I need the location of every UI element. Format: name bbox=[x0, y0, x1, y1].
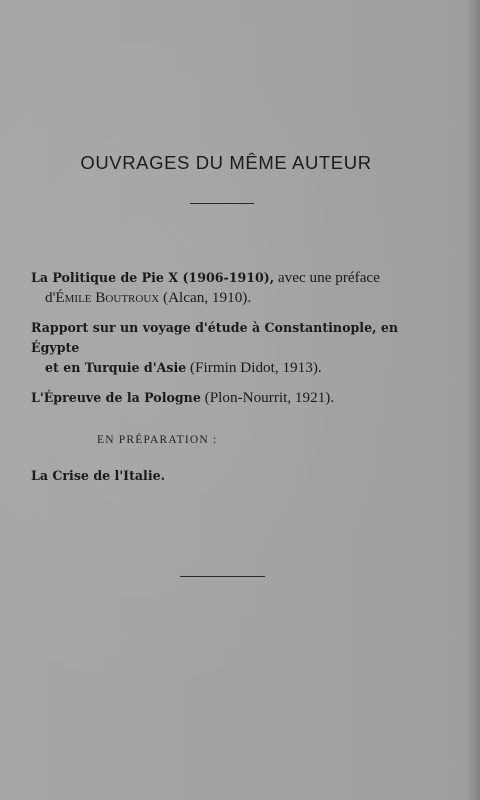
heading-rule bbox=[190, 203, 254, 204]
work-continuation bbox=[31, 288, 419, 308]
work-title: Rapport sur un voyage d'étude à Constantinople, en Égypte bbox=[31, 320, 399, 355]
preface-author: Émile Boutroux bbox=[55, 289, 160, 306]
page-edge-shadow bbox=[466, 0, 480, 800]
work-title: et en Turquie d'Asie bbox=[45, 360, 187, 375]
works-list bbox=[31, 268, 419, 418]
in-preparation-item: La Crise de l'Italie. bbox=[31, 468, 166, 483]
work-publisher: (Firmin Didot, 1913). bbox=[186, 359, 322, 376]
work-publisher: (Plon-Nourrit, 1921). bbox=[200, 389, 335, 406]
work-entry-epreuve bbox=[31, 388, 419, 408]
work-detail: d' bbox=[45, 289, 56, 306]
work-title: L'Épreuve de la Pologne bbox=[31, 390, 201, 405]
work-continuation bbox=[31, 358, 419, 378]
page-heading: OUVRAGES DU MÊME AUTEUR bbox=[80, 152, 372, 173]
work-title: La Politique de Pie X (1906-1910), bbox=[31, 270, 275, 285]
work-entry-politique bbox=[31, 268, 419, 308]
work-publisher: (Alcan, 1910). bbox=[159, 289, 252, 306]
closing-rule bbox=[180, 576, 265, 577]
in-preparation-label: EN PRÉPARATION : bbox=[97, 434, 218, 446]
work-detail: avec une préface bbox=[274, 269, 380, 286]
work-entry-rapport bbox=[31, 318, 419, 378]
